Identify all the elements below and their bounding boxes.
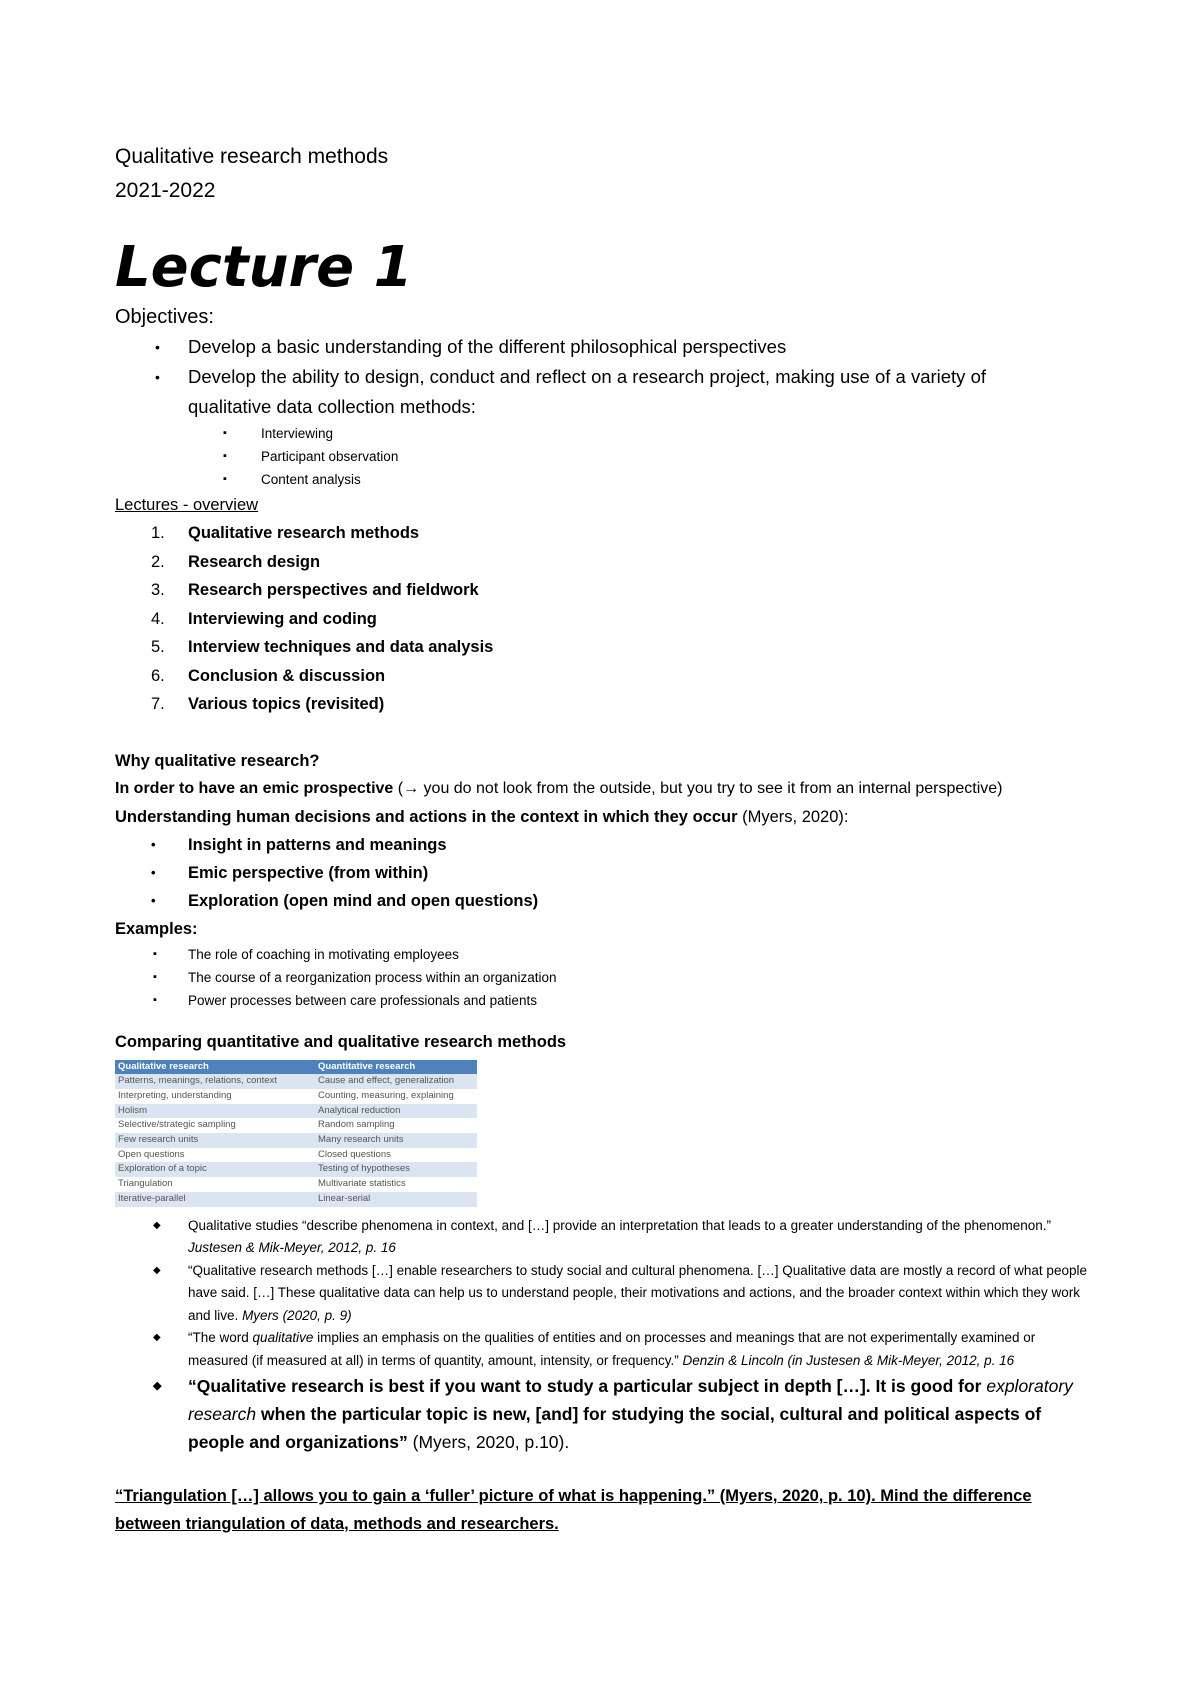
quote-item — [115, 1260, 1095, 1328]
list-item — [115, 690, 1095, 719]
table-cell: Many research units — [315, 1133, 477, 1148]
example-item: ▪ Power processes between care professionals and patients — [115, 989, 1095, 1012]
list-item — [115, 548, 1095, 577]
examples-list — [115, 943, 1095, 1012]
table-cell: Patterns, meanings, relations, context — [115, 1074, 315, 1089]
quote-ref: Denzin & Lincoln (in Justesen & Mik-Meyer, 2012, p. 16 — [682, 1352, 1015, 1368]
table-cell: Counting, measuring, explaining — [315, 1089, 477, 1104]
quote-item — [115, 1327, 1095, 1372]
list-text: Interviewing and coding — [188, 609, 377, 628]
emic-bold: In order to have an emic prospective — [115, 779, 394, 797]
table-row — [115, 1148, 477, 1163]
course-title: Qualitative research methods — [115, 145, 389, 168]
quote-text: “Qualitative research is best if you want to study a particular subject in depth […]. It is good for — [188, 1376, 982, 1397]
why-bullet: • Exploration (open mind and open questions) — [115, 887, 1095, 915]
emic-line — [115, 775, 1095, 803]
example-item: ▪ The course of a reorganization process within an organization — [115, 966, 1095, 989]
triangulation-line: “Triangulation […] allows you to gain a ‘fuller’ picture of what is happening.” (Myers, 2020, p. 10). Mind the difference — [115, 1487, 1032, 1506]
document-page — [115, 140, 1095, 1538]
example-item: ▪ The role of coaching in motivating employees — [115, 943, 1095, 966]
table-row — [115, 1118, 477, 1133]
quote-ref: (Myers, 2020, p.10). — [412, 1432, 570, 1453]
quotes-list — [115, 1215, 1095, 1457]
method-item: ▪ Participant observation — [115, 445, 1095, 468]
list-text: Qualitative research methods — [188, 524, 420, 542]
method-item: ▪ Content analysis — [115, 468, 1095, 491]
table-cell: Triangulation — [115, 1177, 315, 1192]
comparison-heading: Comparing quantitative and qualitative research methods — [115, 1032, 567, 1051]
table-cell: Closed questions — [315, 1148, 477, 1163]
lectures-overview-list — [115, 519, 1095, 719]
quote-text: when the particular topic is new, [and] for studying the social, cultural and political aspects of people and organizations” — [188, 1404, 1042, 1453]
table-cell: Analytical reduction — [315, 1104, 477, 1119]
list-number: 5. — [151, 638, 165, 656]
objective-line: qualitative data collection methods: — [188, 396, 476, 417]
table-cell: Cause and effect, generalization — [315, 1074, 477, 1089]
list-item — [115, 662, 1095, 691]
quote-emphasis: exploratory research — [188, 1376, 1073, 1425]
list-text: Interview techniques and data analysis — [188, 638, 494, 656]
lectures-overview-heading: Lectures - overview — [115, 496, 259, 514]
why-bullet: • Insight in patterns and meanings — [115, 831, 1095, 859]
table-cell: Linear-serial — [315, 1192, 477, 1207]
methods-list — [115, 422, 1095, 491]
table-header-cell: Quantitative research — [315, 1060, 477, 1075]
quote-text: Qualitative studies “describe phenomena in context, and […] provide an interpretation that leads to a greater understanding of the phenomenon.” — [188, 1217, 1052, 1233]
table-row — [115, 1177, 477, 1192]
comparison-table — [115, 1060, 477, 1207]
table-cell: Random sampling — [315, 1118, 477, 1133]
list-number: 4. — [151, 609, 165, 628]
table-cell: Multivariate statistics — [315, 1177, 477, 1192]
quote-text: implies an emphasis on the qualities of entities and on processes and meanings that are not experimentally examined or measured (if measured at all) in terms of quantity, amount, intensity, or frequency.” — [188, 1330, 1036, 1368]
why-bullets — [115, 831, 1095, 915]
table-cell: Iterative-parallel — [115, 1192, 315, 1207]
table-cell: Exploration of a topic — [115, 1162, 315, 1177]
lecture-title: Lecture 1 — [115, 235, 413, 300]
table-cell: Selective/strategic sampling — [115, 1118, 315, 1133]
objectives-label: Objectives: — [115, 306, 214, 328]
quote-text: “Qualitative research methods […] enable researchers to study social and cultural phenomena. […] Qualitative data are mostly a record of what people have said. […] These qualitative data can help us to understand people, their motivations and actions, and the broader context within which they work and live. — [188, 1262, 1087, 1323]
understanding-line — [115, 803, 1095, 831]
list-text: Various topics (revisited) — [188, 695, 385, 713]
table-header-row — [115, 1060, 477, 1075]
list-text: Research perspectives and fieldwork — [188, 581, 479, 599]
table-row — [115, 1089, 477, 1104]
table-row — [115, 1074, 477, 1089]
quote-item — [115, 1372, 1095, 1456]
list-number: 7. — [151, 695, 165, 713]
quote-ref: Myers (2020, p. 9) — [242, 1307, 352, 1323]
table-cell: Holism — [115, 1104, 315, 1119]
list-number: 6. — [151, 666, 165, 685]
table-cell: Testing of hypotheses — [315, 1162, 477, 1177]
triangulation-line: between triangulation of data, methods and researchers. — [115, 1515, 559, 1534]
academic-year: 2021-2022 — [115, 179, 216, 202]
table-row — [115, 1162, 477, 1177]
list-item — [115, 519, 1095, 548]
why-bullet: • Emic perspective (from within) — [115, 859, 1095, 887]
objective-item — [115, 362, 1095, 422]
understanding-bold: Understanding human decisions and actions in the context in which they occur — [115, 807, 738, 826]
list-text: Conclusion & discussion — [188, 666, 386, 685]
list-text: Research design — [188, 552, 321, 571]
table-row — [115, 1133, 477, 1148]
why-heading: Why qualitative research? — [115, 751, 320, 770]
list-item — [115, 605, 1095, 634]
emic-note: (→ you do not look from the outside, but you try to see it from an internal perspective) — [397, 779, 1003, 797]
list-item — [115, 576, 1095, 605]
objective-item: • Develop a basic understanding of the different philosophical perspectives — [115, 332, 1095, 362]
method-item: ▪ Interviewing — [115, 422, 1095, 445]
quote-text: “The word — [188, 1330, 249, 1346]
list-item — [115, 633, 1095, 662]
list-number: 3. — [151, 581, 165, 599]
table-row — [115, 1192, 477, 1207]
table-header-cell: Qualitative research — [115, 1060, 315, 1075]
objective-line: Develop the ability to design, conduct and reflect on a research project, making use of a variety of — [188, 366, 987, 387]
understanding-ref: (Myers, 2020): — [742, 807, 849, 826]
quote-emphasis: qualitative — [252, 1330, 314, 1346]
quote-item — [115, 1215, 1095, 1260]
list-number: 2. — [151, 552, 165, 571]
table-cell: Open questions — [115, 1148, 315, 1163]
table-cell: Few research units — [115, 1133, 315, 1148]
table-row — [115, 1104, 477, 1119]
examples-label: Examples: — [115, 919, 198, 938]
quote-ref: Justesen & Mik-Meyer, 2012, p. 16 — [188, 1240, 396, 1256]
table-cell: Interpreting, understanding — [115, 1089, 315, 1104]
triangulation-note — [115, 1482, 1095, 1538]
objectives-list — [115, 332, 1095, 422]
list-number: 1. — [151, 524, 165, 542]
